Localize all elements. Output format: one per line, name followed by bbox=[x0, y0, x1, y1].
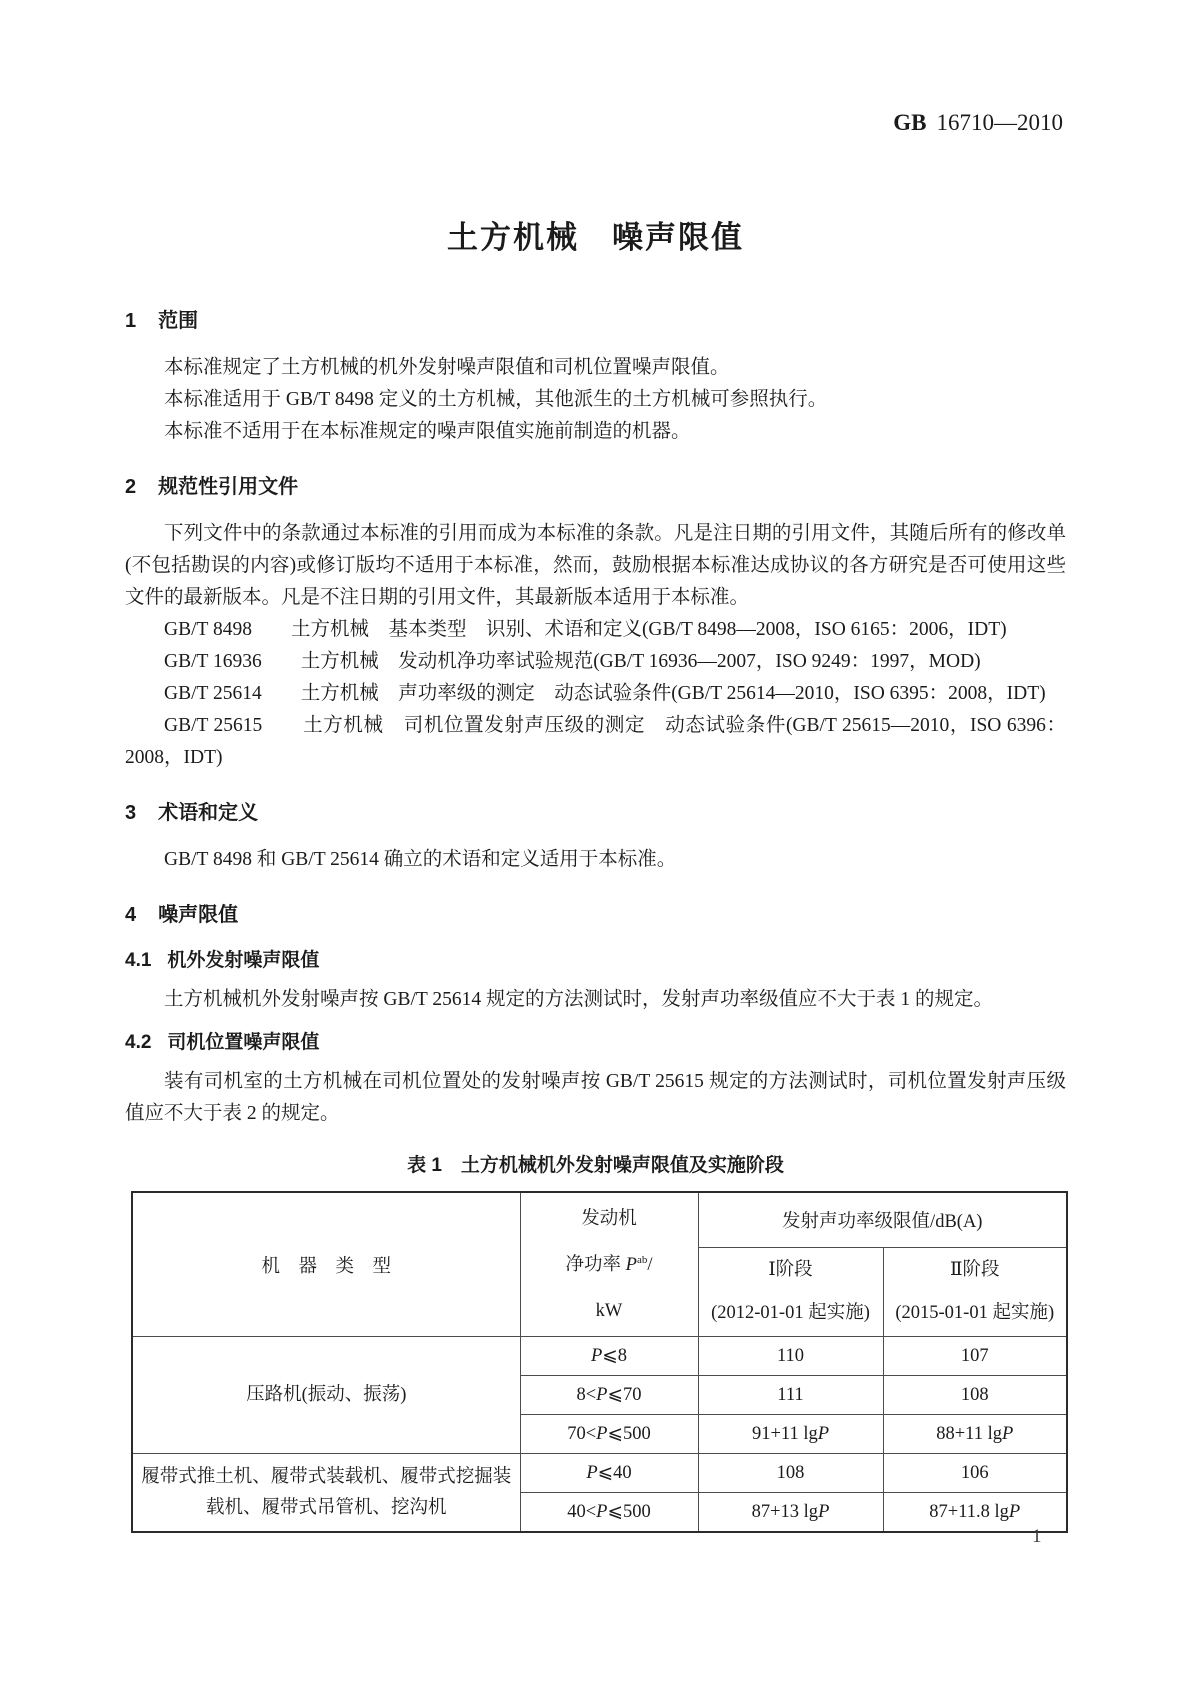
power-var: P bbox=[596, 1502, 608, 1522]
header-engine-unit: kW bbox=[595, 1300, 623, 1321]
limit-formula: 87+11.8 lg bbox=[929, 1501, 1009, 1522]
power-var: P bbox=[590, 1346, 603, 1366]
table-1 bbox=[131, 1191, 1068, 1533]
header-engine-line2-post: / bbox=[647, 1254, 653, 1275]
power-post: ⩽8 bbox=[602, 1346, 628, 1366]
reference-item: GB/T 8498 土方机械 基本类型 识别、术语和定义(GB/T 8498—2008，ISO 6165：2006，IDT) bbox=[164, 619, 1007, 640]
limit-value: 108 bbox=[776, 1462, 805, 1483]
section-1-heading bbox=[125, 308, 1066, 334]
cell-stage2-limit bbox=[883, 1337, 1067, 1376]
cell-stage2-limit bbox=[883, 1454, 1067, 1493]
section-3-heading bbox=[125, 800, 1066, 826]
power-var: P bbox=[586, 1463, 598, 1483]
doc-number-rest: 16710—2010 bbox=[936, 110, 1063, 135]
limit-var: P bbox=[1001, 1423, 1014, 1444]
section-1-title: 范围 bbox=[158, 310, 199, 332]
paragraph: 本标准规定了土方机械的机外发射噪声限值和司机位置噪声限值。 bbox=[164, 357, 730, 378]
power-post: ⩽70 bbox=[607, 1385, 642, 1405]
header-stage-1 bbox=[698, 1248, 883, 1337]
page-number: 1 bbox=[1032, 1526, 1042, 1547]
power-pre: 8< bbox=[576, 1385, 597, 1405]
section-4-2-number: 4.2 bbox=[125, 1032, 152, 1053]
header-machine-type: 机 器 类 型 bbox=[132, 1192, 520, 1337]
reference-item: GB/T 16936 土方机械 发动机净功率试验规范(GB/T 16936—2007，ISO 9249：1997，MOD) bbox=[164, 651, 981, 672]
paragraph: GB/T 8498 和 GB/T 25614 确立的术语和定义适用于本标准。 bbox=[164, 849, 677, 870]
doc-number bbox=[893, 110, 1063, 136]
limit-var: P bbox=[818, 1501, 830, 1522]
section-2-number: 2 bbox=[125, 476, 137, 498]
reference-item: GB/T 25615 土方机械 司机位置发射声压级的测定 动态试验条件(GB/T 25615—2010，ISO 6396：2008，IDT) bbox=[125, 715, 1066, 768]
header-stage-1-label: Ⅰ阶段 bbox=[768, 1260, 813, 1280]
power-var: P bbox=[596, 1424, 608, 1444]
power-pre: 40< bbox=[567, 1502, 597, 1522]
doc-number-prefix: GB bbox=[893, 110, 927, 135]
section-1-number: 1 bbox=[125, 310, 137, 332]
power-var: P bbox=[596, 1385, 608, 1405]
power-pre: 70< bbox=[567, 1424, 597, 1444]
document-body bbox=[125, 308, 1066, 1533]
footnote-marker: ab bbox=[636, 1253, 648, 1266]
section-4-2-heading bbox=[125, 1028, 1066, 1058]
cell-stage2-limit bbox=[883, 1415, 1067, 1454]
power-post: ⩽500 bbox=[607, 1424, 651, 1444]
header-engine-line1: 发动机 bbox=[581, 1208, 637, 1229]
table-row bbox=[132, 1454, 1067, 1493]
header-stage-1-date: (2012-01-01 起实施) bbox=[711, 1303, 870, 1323]
cell-power-range bbox=[520, 1493, 698, 1533]
reference-item: GB/T 25614 土方机械 声功率级的测定 动态试验条件(GB/T 25614—2010，ISO 6395：2008，IDT) bbox=[164, 683, 1046, 704]
section-4-number: 4 bbox=[125, 904, 137, 926]
section-2-title: 规范性引用文件 bbox=[158, 476, 299, 498]
section-3-number: 3 bbox=[125, 802, 137, 824]
cell-stage1-limit bbox=[698, 1337, 883, 1376]
header-stage-2-label: Ⅱ阶段 bbox=[949, 1260, 1000, 1280]
limit-formula: 91+11 lg bbox=[751, 1423, 818, 1444]
section-2-heading bbox=[125, 474, 1066, 500]
paragraph: 本标准不适用于在本标准规定的噪声限值实施前制造的机器。 bbox=[164, 421, 691, 442]
limit-value: 106 bbox=[960, 1462, 989, 1483]
cell-stage1-limit bbox=[698, 1376, 883, 1415]
cell-power-range bbox=[520, 1376, 698, 1415]
paragraph: 装有司机室的土方机械在司机位置处的发射噪声按 GB/T 25615 规定的方法测试时，司机位置发射声压级值应不大于表 2 的规定。 bbox=[125, 1071, 1066, 1124]
header-stage-2-date: (2015-01-01 起实施) bbox=[895, 1303, 1055, 1323]
cell-stage2-limit bbox=[883, 1376, 1067, 1415]
paragraph: 本标准适用于 GB/T 8498 定义的土方机械，其他派生的土方机械可参照执行。 bbox=[164, 389, 828, 410]
cell-stage1-limit bbox=[698, 1493, 883, 1533]
cell-stage1-limit bbox=[698, 1415, 883, 1454]
table-row bbox=[132, 1337, 1067, 1376]
header-engine-line2 bbox=[527, 1242, 692, 1288]
section-4-heading bbox=[125, 902, 1066, 928]
limit-value: 107 bbox=[960, 1345, 989, 1366]
paragraph: 土方机械机外发射噪声按 GB/T 25614 规定的方法测试时，发射声功率级值应不大于表 1 的规定。 bbox=[164, 989, 993, 1010]
limit-value: 108 bbox=[960, 1384, 989, 1405]
header-limit-group: 发射声功率级限值/dB(A) bbox=[698, 1192, 1067, 1248]
cell-power-range bbox=[520, 1415, 698, 1454]
section-4-1-heading bbox=[125, 946, 1066, 976]
cell-machine-type: 履带式推土机、履带式装载机、履带式挖掘装载机、履带式吊管机、挖沟机 bbox=[132, 1454, 520, 1533]
section-4-2-title: 司机位置噪声限值 bbox=[167, 1032, 320, 1053]
cell-stage1-limit bbox=[698, 1454, 883, 1493]
header-stage-2 bbox=[883, 1248, 1067, 1337]
header-engine-line2-pre: 净功率 bbox=[565, 1254, 626, 1275]
cell-power-range bbox=[520, 1454, 698, 1493]
limit-formula: 88+11 lg bbox=[936, 1423, 1002, 1444]
section-4-1-number: 4.1 bbox=[125, 950, 152, 971]
section-3-title: 术语和定义 bbox=[158, 802, 259, 824]
limit-formula: 87+13 lg bbox=[751, 1501, 819, 1522]
page-title: 土方机械 噪声限值 bbox=[447, 220, 744, 255]
header-engine-power bbox=[520, 1192, 698, 1337]
table-1-caption: 表 1 土方机械机外发射噪声限值及实施阶段 bbox=[407, 1155, 784, 1176]
power-post: ⩽40 bbox=[597, 1463, 632, 1483]
limit-value: 111 bbox=[777, 1384, 804, 1405]
limit-value: 110 bbox=[776, 1345, 805, 1366]
cell-machine-type: 压路机(振动、振荡) bbox=[132, 1337, 520, 1454]
cell-power-range bbox=[520, 1337, 698, 1376]
paragraph: 下列文件中的条款通过本标准的引用而成为本标准的条款。凡是注日期的引用文件，其随后所有的修改单(不包括勘误的内容)或修订版均不适用于本标准，然而，鼓励根据本标准达成协议的各方研究是否可使用这些文件的最新版本。凡是不注日期的引用文件，其最新版本适用于本标准。 bbox=[125, 523, 1066, 608]
header-engine-power-symbol: P bbox=[625, 1254, 637, 1275]
section-4-title: 噪声限值 bbox=[158, 904, 239, 926]
section-4-1-title: 机外发射噪声限值 bbox=[167, 950, 320, 971]
limit-var: P bbox=[817, 1423, 830, 1444]
limit-var: P bbox=[1008, 1501, 1021, 1522]
power-post: ⩽500 bbox=[607, 1502, 651, 1522]
